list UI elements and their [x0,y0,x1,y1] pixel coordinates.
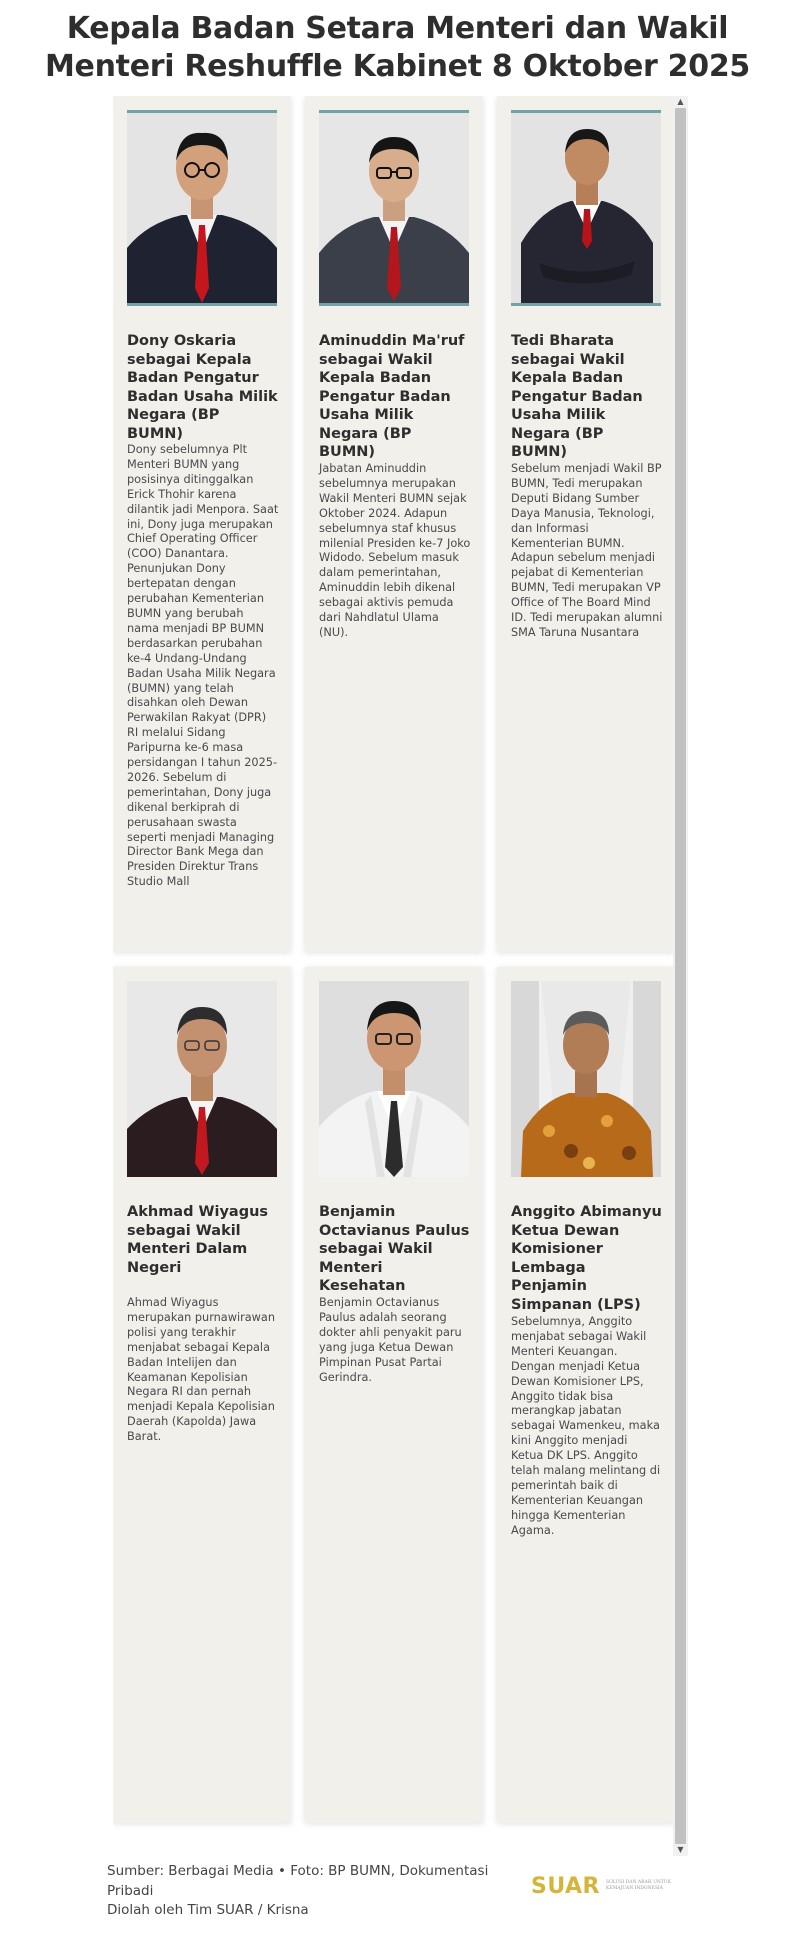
profile-card [113,96,291,952]
profile-card [497,96,675,952]
scrollbar-thumb[interactable] [675,108,686,1844]
scroll-down-icon[interactable]: ▼ [677,1845,684,1854]
logo-tagline: SOLUSI DAN ARAH UNTUK KEMAJUAN INDONESIA [606,1880,671,1891]
profile-card [113,967,291,1823]
person-name: Benjamin Octavianus Paulus sebagai Wakil Menteri Kesehatan [319,1204,470,1294]
portrait-image [511,113,661,303]
scroll-up-icon[interactable]: ▲ [677,97,684,106]
profile-card [305,96,483,952]
title-line-2: Menteri Reshuffle Kabinet 8 Oktober 2025 [45,49,750,84]
portrait-photo [511,110,661,306]
portrait-photo [319,110,469,306]
source-credits [107,1862,527,1921]
person-name: Anggito Abimanyu Ketua Dewan Komisioner Lembaga Penjamin Simpanan (LPS) [511,1204,662,1313]
portrait-photo [127,981,277,1177]
portrait-image [511,981,661,1177]
person-description: Benjamin Octavianus Paulus adalah seorang dokter ahli penyakit paru yang juga Ketua Dewan Pimpinan Pusat Partai Gerindra. [319,1296,462,1384]
person-description: Dony sebelumnya Plt Menteri BUMN yang posisinya ditinggalkan Erick Thohir karena dilantik jadi Menpora. Saat ini, Dony juga merupakan Chief Operating Officer (COO) Danantara. Penunjukan Dony bertepatan dengan perubahan Kementerian BUMN yang berubah nama menjadi BP BUMN berdasarkan perubahan ke-4 Undang-Undang Badan Usaha Milik Negara (BUMN) yang telah disahkan oleh Dewan Perwakilan Rakyat (DPR) RI melalui Sidang Paripurna ke-6 masa persidangan I tahun 2025-2026. Sebelum di pemerintahan, Dony juga dikenal berkiprah di perusahaan swasta seperti menjadi Managing Director Bank Mega dan Presiden Direktur Trans Studio Mall [127,443,279,889]
person-name: Akhmad Wiyagus sebagai Wakil Menteri Dalam Negeri [127,1204,269,1276]
portrait-image [127,113,277,303]
processed-by-line: Diolah oleh Tim SUAR / Krisna [107,1902,309,1918]
portrait-image [319,113,469,303]
logo-wordmark: SUAR [531,1874,600,1899]
person-name: Dony Oskaria sebagai Kepala Badan Pengatur Badan Usaha Milik Negara (BP BUMN) [127,333,278,442]
portrait-image [127,981,277,1177]
suar-logo [531,1874,691,1904]
vertical-scrollbar[interactable] [673,96,688,1856]
person-description: Sebelum menjadi Wakil BP BUMN, Tedi merupakan Deputi Bidang Sumber Daya Manusia, Teknologi, dan Informasi Kementerian BUMN. Adapun sebelum menjadi pejabat di Kementerian BUMN, Tedi merupakan VP Office of The Board Mind ID. Tedi merupakan alumni SMA Taruna Nusantara [511,462,663,639]
portrait-photo [127,110,277,306]
profile-card [497,967,675,1823]
source-line-continued: Pribadi [107,1882,154,1899]
cards-scroll-area[interactable] [113,96,688,1856]
person-description: Jabatan Aminuddin sebelumnya merupakan Wakil Menteri BUMN sejak Oktober 2024. Adapun sebelumnya staf khusus milenial Presiden ke-7 Joko Widodo. Sebelum masuk dalam pemerintahan, Aminuddin lebih dikenal sebagai aktivis pemuda dari Nahdlatul Ulama (NU). [319,462,471,639]
profile-card [305,967,483,1823]
portrait-image [319,981,469,1177]
cards-grid [113,96,673,1856]
title-line-1: Kepala Badan Setara Menteri dan Wakil [66,11,729,46]
person-description: Ahmad Wiyagus merupakan purnawirawan polisi yang terakhir menjabat sebagai Kepala Badan Intelijen dan Keamanan Kepolisian Negara RI dan pernah menjadi Kepala Kepolisian Daerah (Kapolda) Jawa Barat. [127,1296,275,1444]
person-name: Aminuddin Ma'ruf sebagai Wakil Kepala Badan Pengatur Badan Usaha Milik Negara (BP BUMN) [319,333,465,460]
page-title [0,10,795,86]
person-name: Tedi Bharata sebagai Wakil Kepala Badan Pengatur Badan Usaha Milik Negara (BP BUMN) [511,333,643,460]
portrait-photo [319,981,469,1177]
portrait-photo [511,981,661,1177]
person-description: Sebelumnya, Anggito menjabat sebagai Wakil Menteri Keuangan. Dengan menjadi Ketua Dewan Komisioner LPS, Anggito tidak bisa merangkap jabatan sebagai Wamenkeu, maka kini Anggito menjadi Ketua DK LPS. Anggito telah malang melintang di pemerintah baik di Kementerian Keuangan hingga Kementerian Agama. [511,1315,661,1537]
source-line: Sumber: Berbagai Media • Foto: BP BUMN, Dokumentasi [107,1863,489,1879]
